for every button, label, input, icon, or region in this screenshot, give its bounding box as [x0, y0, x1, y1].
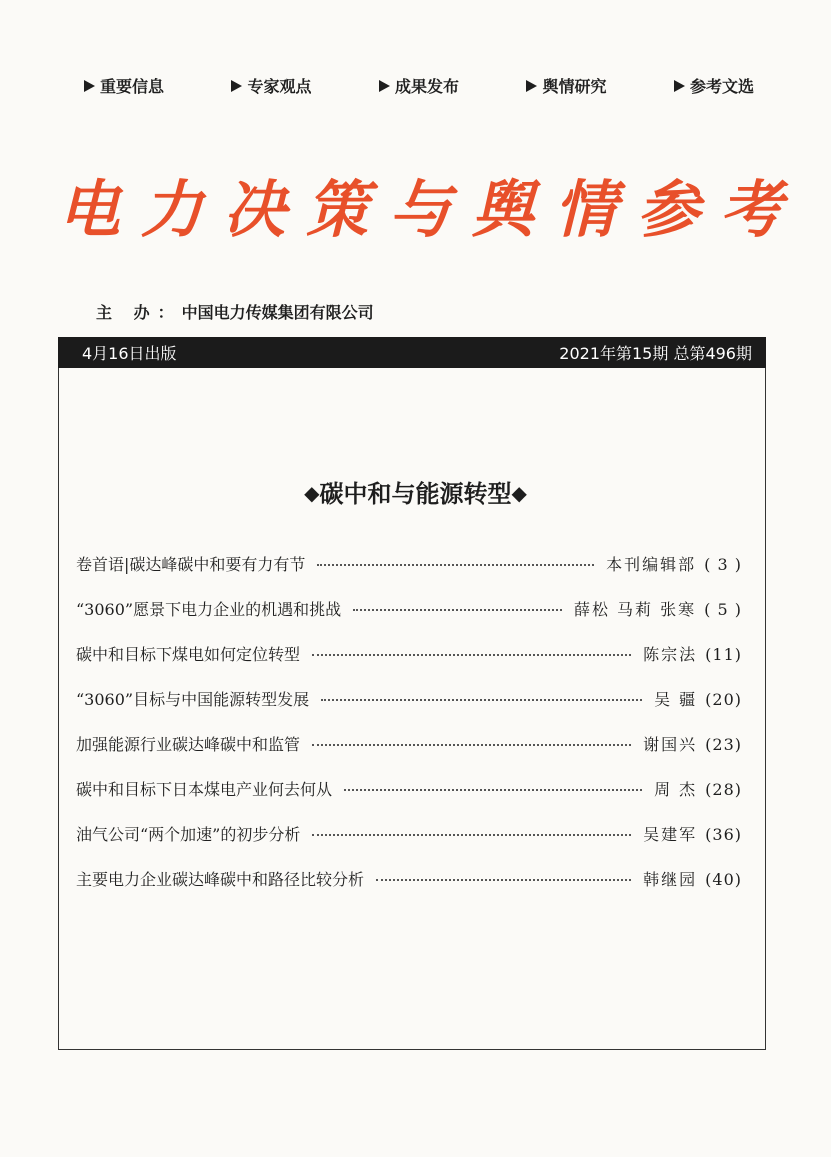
toc-author: 韩继园: [643, 870, 698, 889]
masthead-char: 力: [140, 173, 209, 246]
nav-label: 参考文选: [689, 77, 754, 96]
publisher-line: [96, 300, 374, 323]
masthead-title: [58, 160, 788, 249]
diamond-icon: ◆: [304, 481, 320, 505]
dot-leader: [312, 834, 631, 836]
dot-leader: [353, 609, 562, 611]
masthead-char: 决: [223, 173, 292, 246]
toc-entry[interactable]: [76, 777, 742, 822]
issue-bar: [58, 337, 766, 368]
toc-author: 谢国兴: [643, 735, 698, 754]
publisher-label: 主 办：: [96, 303, 182, 322]
dot-leader: [344, 789, 642, 791]
nav-label: 成果发布: [394, 77, 459, 96]
toc-entry[interactable]: [76, 732, 742, 777]
arrow-right-icon: [379, 80, 390, 92]
toc-entry[interactable]: [76, 642, 742, 687]
diamond-icon: ◆: [511, 481, 527, 505]
category-nav: [84, 74, 754, 97]
toc-entry[interactable]: [76, 597, 742, 642]
masthead-char: 参: [637, 173, 706, 246]
toc-entry[interactable]: [76, 687, 742, 732]
nav-item-opinion-research[interactable]: [526, 74, 606, 97]
nav-label: 专家观点: [247, 77, 312, 96]
toc-entry[interactable]: [76, 552, 742, 597]
toc-title: “3060”目标与中国能源转型发展: [76, 690, 310, 709]
masthead-char: 与: [388, 173, 457, 246]
nav-item-expert-views[interactable]: [231, 74, 311, 97]
nav-label: 舆情研究: [542, 77, 607, 96]
toc-author: 陈宗法: [643, 645, 698, 664]
nav-item-results[interactable]: [379, 74, 459, 97]
section-title-text: 碳中和与能源转型: [319, 480, 512, 508]
issue-number: 2021年第15期 总第496期: [559, 344, 752, 363]
arrow-right-icon: [84, 80, 95, 92]
toc-page: (20): [705, 690, 742, 709]
toc-title: 碳中和目标下日本煤电产业何去何从: [76, 780, 333, 799]
toc-entry[interactable]: [76, 867, 742, 912]
toc-page: (36): [705, 825, 742, 844]
toc-title: 主要电力企业碳达峰碳中和路径比较分析: [76, 870, 365, 889]
issue-date: 4月16日出版: [82, 344, 177, 363]
toc-entry[interactable]: [76, 822, 742, 867]
masthead-char: 考: [719, 173, 788, 246]
toc-author: 薛松 马莉 张寒: [573, 600, 697, 619]
toc-page: (28): [705, 780, 742, 799]
arrow-right-icon: [526, 80, 537, 92]
masthead-char: 策: [306, 173, 375, 246]
toc-page: ( 5 ): [704, 600, 742, 619]
toc-page: (11): [705, 645, 742, 664]
toc-title: 油气公司“两个加速”的初步分析: [76, 825, 301, 844]
toc-author: 本刊编辑部: [606, 555, 697, 574]
dot-leader: [321, 699, 642, 701]
nav-item-reference-articles[interactable]: [674, 74, 754, 97]
toc-page: (23): [705, 735, 742, 754]
publisher-name: 中国电力传媒集团有限公司: [181, 303, 374, 322]
dot-leader: [312, 654, 631, 656]
arrow-right-icon: [674, 80, 685, 92]
toc-title: “3060”愿景下电力企业的机遇和挑战: [76, 600, 342, 619]
dot-leader: [312, 744, 631, 746]
masthead-char: 情: [554, 173, 623, 246]
nav-item-important-info[interactable]: [84, 74, 164, 97]
toc-page: ( 3 ): [704, 555, 742, 574]
table-of-contents: [76, 552, 742, 912]
nav-label: 重要信息: [100, 77, 165, 96]
section-title: [0, 474, 831, 509]
toc-author: 周 杰: [654, 780, 698, 799]
dot-leader: [376, 879, 631, 881]
masthead-char: 电: [58, 173, 127, 246]
toc-title: 卷首语|碳达峰碳中和要有力有节: [76, 555, 306, 574]
masthead-char: 舆: [471, 173, 540, 246]
toc-page: (40): [705, 870, 742, 889]
toc-title: 加强能源行业碳达峰碳中和监管: [76, 735, 301, 754]
toc-author: 吴建军: [643, 825, 698, 844]
dot-leader: [317, 564, 594, 566]
toc-author: 吴 疆: [654, 690, 698, 709]
arrow-right-icon: [231, 80, 242, 92]
toc-title: 碳中和目标下煤电如何定位转型: [76, 645, 301, 664]
